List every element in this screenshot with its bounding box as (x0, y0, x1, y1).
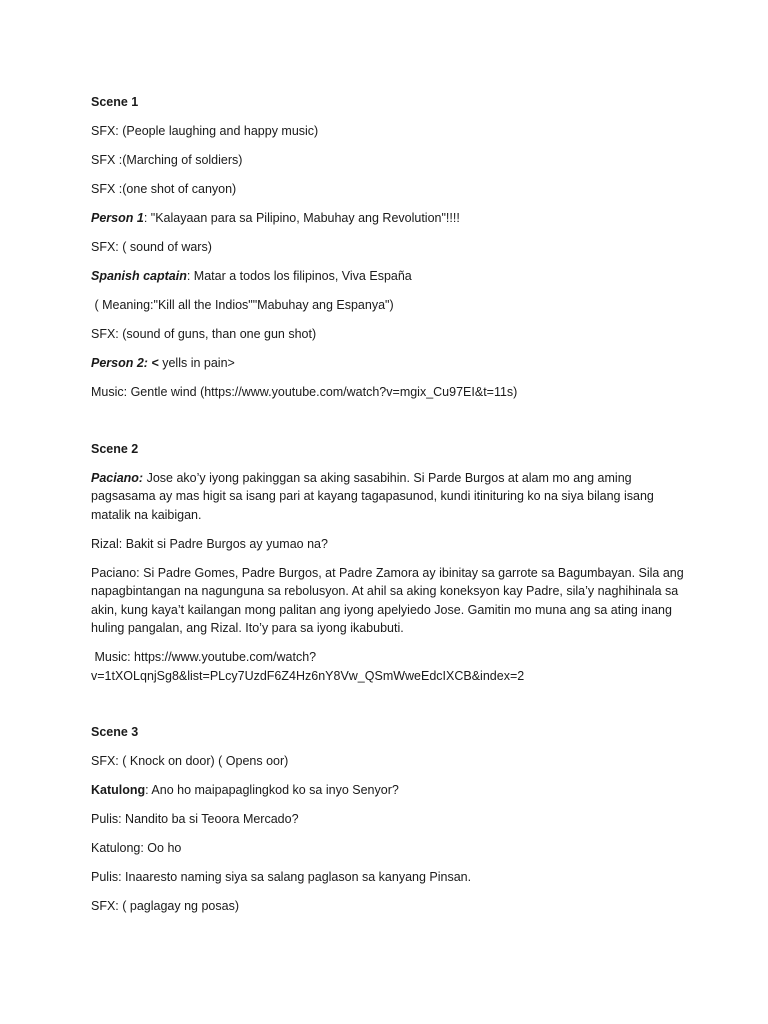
paciano-label: Paciano: (91, 470, 144, 485)
scene-1-music: Music: Gentle wind (https://www.youtube.com/watch?v=mgix_Cu97EI&t=11s) (91, 385, 518, 399)
scene-1-sfx-wars: SFX: ( sound of wars) (91, 240, 212, 254)
scene-3-title: Scene 3 (91, 725, 139, 739)
scene-2-music-line-2: v=1tXOLqnjSg8&list=PLcy7UzdF6Z4Hz6nY8Vw_QSmWweEdcIXCB&index=2 (91, 668, 525, 683)
scene-1-person-2-line (91, 354, 691, 373)
scene-1-sfx-canyon: SFX :(one shot of canyon) (91, 182, 237, 196)
scene-2-music-line-1: Music: https://www.youtube.com/watch? (91, 650, 317, 664)
scene-2-title: Scene 2 (91, 441, 139, 456)
paciano-dialogue-1: Jose ako’y iyong pakinggan sa aking sasabihin. Si Parde Burgos at alam mo ang aming pagsasama ay mas higit sa isang pari at kayang tagapasunod, kundi itinituring ko na siya bilang isang matalik na kaibigan. (91, 470, 654, 522)
person-2-dialogue: yells in pain> (158, 356, 235, 370)
person-2-label: Person 2: < (91, 356, 159, 370)
scene-1-meaning: ( Meaning:"Kill all the Indios""Mabuhay ang Espanya") (91, 298, 394, 312)
scene-1-captain-line (91, 267, 691, 286)
scene-3-sfx-knock: SFX: ( Knock on door) ( Opens oor) (91, 754, 289, 768)
scene-2-rizal-line: Rizal: Bakit si Padre Burgos ay yumao na? (91, 536, 328, 551)
spanish-captain-label: Spanish captain (91, 269, 187, 283)
person-1-dialogue: : "Kalayaan para sa Pilipino, Mabuhay ang Revolution"!!!! (143, 211, 460, 225)
katulong-label: Katulong (91, 783, 146, 797)
scene-2-paciano-line-1 (91, 469, 691, 525)
scene-1-sfx-marching: SFX :(Marching of soldiers) (91, 153, 243, 167)
scene-1-person-1-line (91, 209, 691, 228)
scene-3-pulis-line-1: Pulis: Nandito ba si Teoora Mercado? (91, 812, 299, 826)
spanish-captain-dialogue: : Matar a todos los filipinos, Viva España (186, 269, 412, 283)
scene-1-title: Scene 1 (91, 95, 139, 109)
scene-3-katulong-line-2: Katulong: Oo ho (91, 841, 182, 855)
scene-3-sfx-posas: SFX: ( paglagay ng posas) (91, 899, 239, 913)
person-1-label: Person 1 (91, 211, 144, 225)
scene-2-music (91, 648, 691, 685)
scene-1-sfx-laughing: SFX: (People laughing and happy music) (91, 124, 319, 138)
scene-2-paciano-line-2: Paciano: Si Padre Gomes, Padre Burgos, at Padre Zamora ay ibinitay sa garrote sa Bagumbayan. Sila ang napagbintangan na nagunguna sa rebolusyon. At ahil sa aking koneksyon kay Padre, sila’y naghihinala sa akin, kung kaya’t kailangan mong palitan ang iyong apelyiedo Jose. Gamitin mo muna ang sa ating inang huling pangalan, ang Rizal. Ito’y para sa iyong ikabubuti. (91, 565, 684, 635)
scene-3-katulong-line (91, 781, 691, 800)
katulong-dialogue: : Ano ho maipapaglingkod ko sa inyo Senyor? (145, 783, 399, 797)
script-document (91, 93, 691, 926)
scene-3-pulis-line-2: Pulis: Inaaresto naming siya sa salang paglason sa kanyang Pinsan. (91, 870, 472, 884)
scene-1-sfx-guns: SFX: (sound of guns, than one gun shot) (91, 327, 317, 341)
